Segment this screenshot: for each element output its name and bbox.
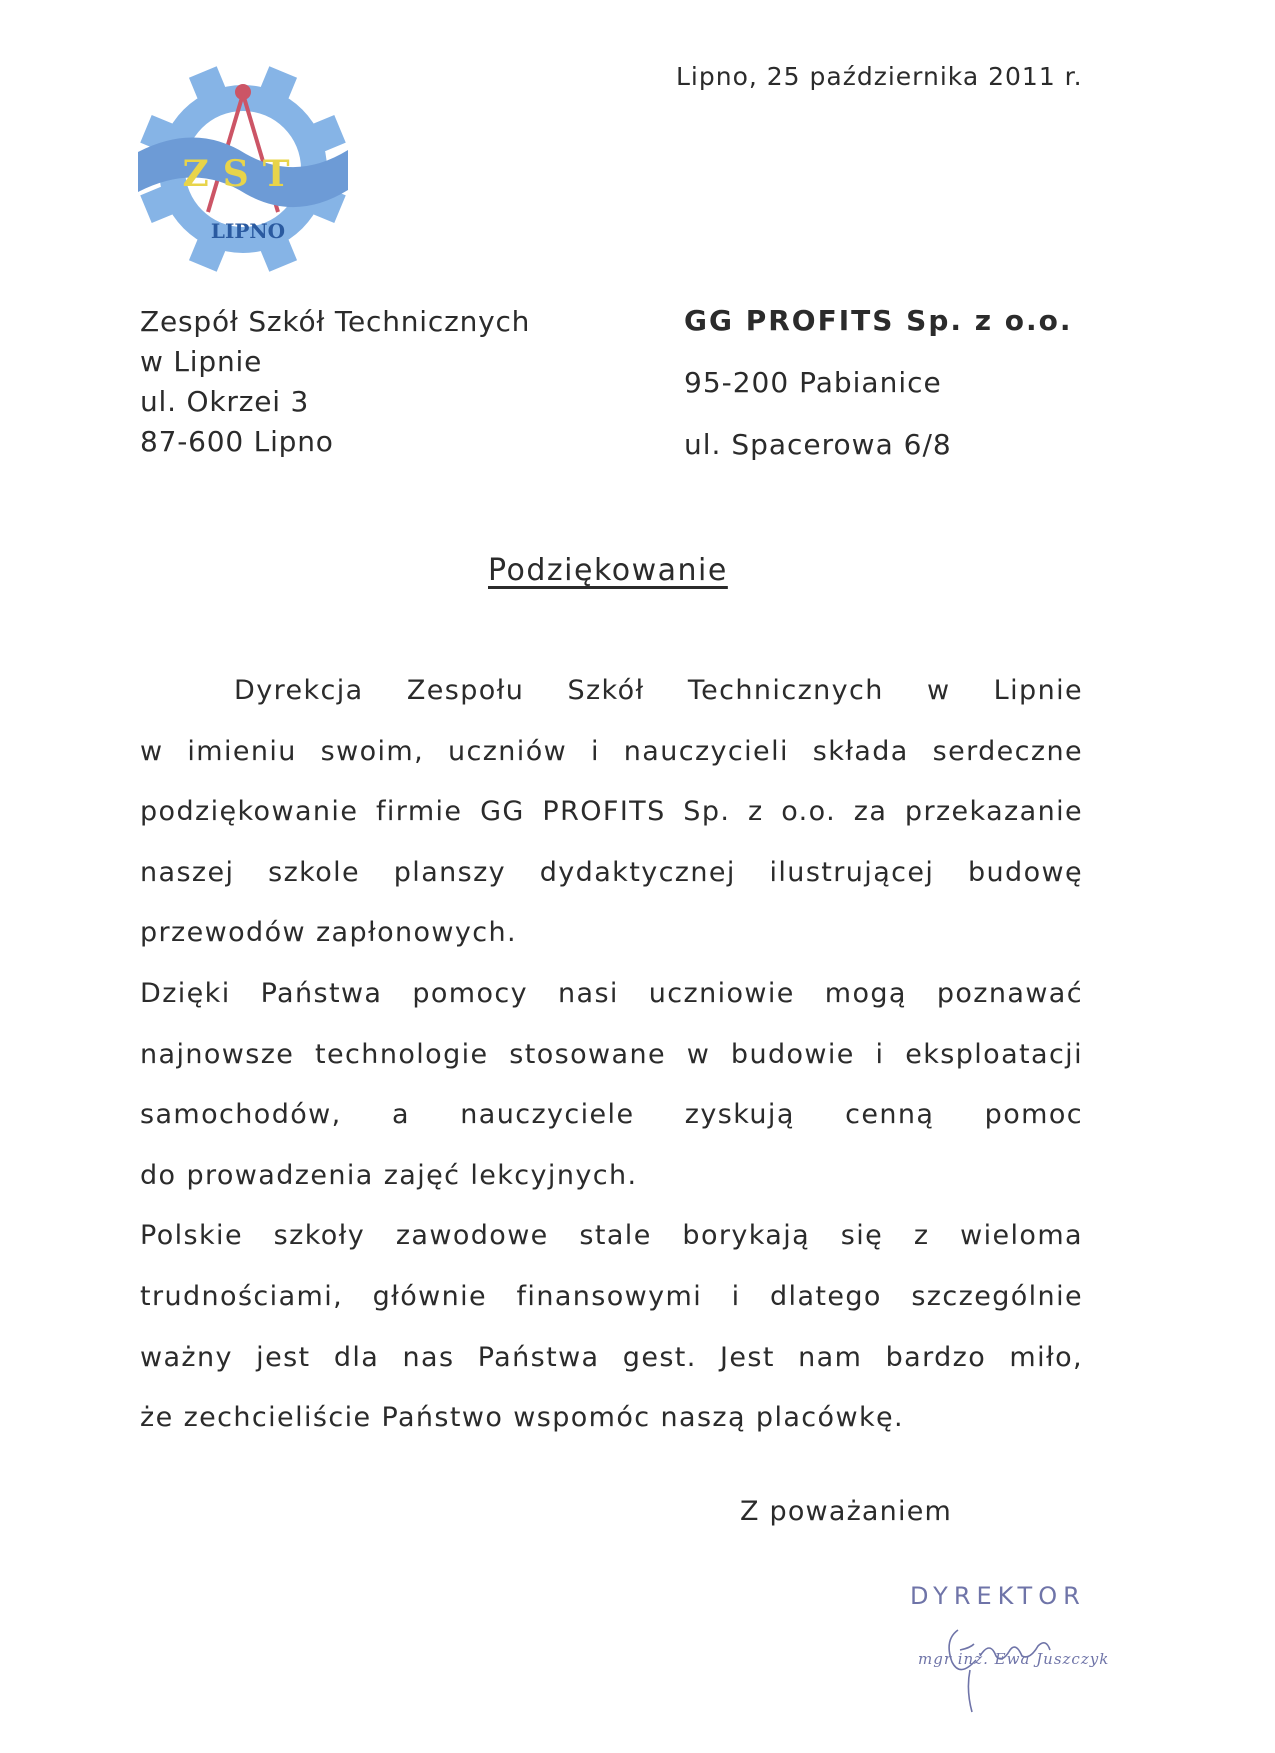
body-line: naszej szkole planszy dydaktycznej ilustrującej budowę <box>140 856 1083 888</box>
body-line: przewodów zapłonowych. <box>140 917 518 949</box>
school-logo <box>136 62 350 276</box>
body-line: samochodów, a nauczyciele zyskują cenną pomoc <box>140 1099 1083 1131</box>
body-line: trudnościami, głównie finansowymi i dlatego szczególnie <box>140 1280 1083 1312</box>
letter-date: Lipno, 25 października 2011 r. <box>676 62 1083 91</box>
recipient-address <box>684 304 1073 461</box>
sender-street: ul. Okrzei 3 <box>140 385 310 418</box>
body-line: Dzięki Państwa pomocy nasi uczniowie mogą poznawać <box>140 977 1083 1009</box>
recipient-company: GG PROFITS Sp. z o.o. <box>684 304 1073 337</box>
signature <box>930 1600 1100 1720</box>
body-line: Polskie szkoły zawodowe stale borykają się z wieloma <box>140 1220 1083 1252</box>
sender-address <box>140 302 530 462</box>
body-line: podziękowanie firmie GG PROFITS Sp. z o.o. za przekazanie <box>140 796 1083 828</box>
body-line: najnowsze technologie stosowane w budowie i eksploatacji <box>140 1038 1083 1070</box>
recipient-city: 95-200 Pabianice <box>684 366 942 399</box>
body-line: ważny jest dla nas Państwa gest. Jest nam bardzo miło, <box>140 1341 1083 1373</box>
sender-city-line: w Lipnie <box>140 345 263 378</box>
body-line: w imieniu swoim, uczniów i nauczycieli składa serdeczne <box>140 735 1083 767</box>
stamp-title: DYREKTOR <box>910 1582 1086 1610</box>
letter-body <box>140 661 1083 1449</box>
body-line: do prowadzenia zajęć lekcyjnych. <box>140 1159 638 1191</box>
logo-letters: ZST <box>182 153 304 195</box>
recipient-street: ul. Spacerowa 6/8 <box>684 428 952 461</box>
logo-city: LIPNO <box>210 219 286 243</box>
stamp-name: mgr inż. Ewa Juszczyk <box>918 1650 1110 1668</box>
sender-name: Zespół Szkół Technicznych <box>140 305 531 338</box>
sender-postal: 87-600 Lipno <box>140 425 334 458</box>
closing-phrase: Z poważaniem <box>740 1496 953 1527</box>
letter-title: Podziękowanie <box>488 553 728 588</box>
body-line: Dyrekcja Zespołu Szkół Technicznych w Lipnie <box>234 675 1083 706</box>
body-line: że zechcieliście Państwo wspomóc naszą placówkę. <box>140 1402 904 1434</box>
